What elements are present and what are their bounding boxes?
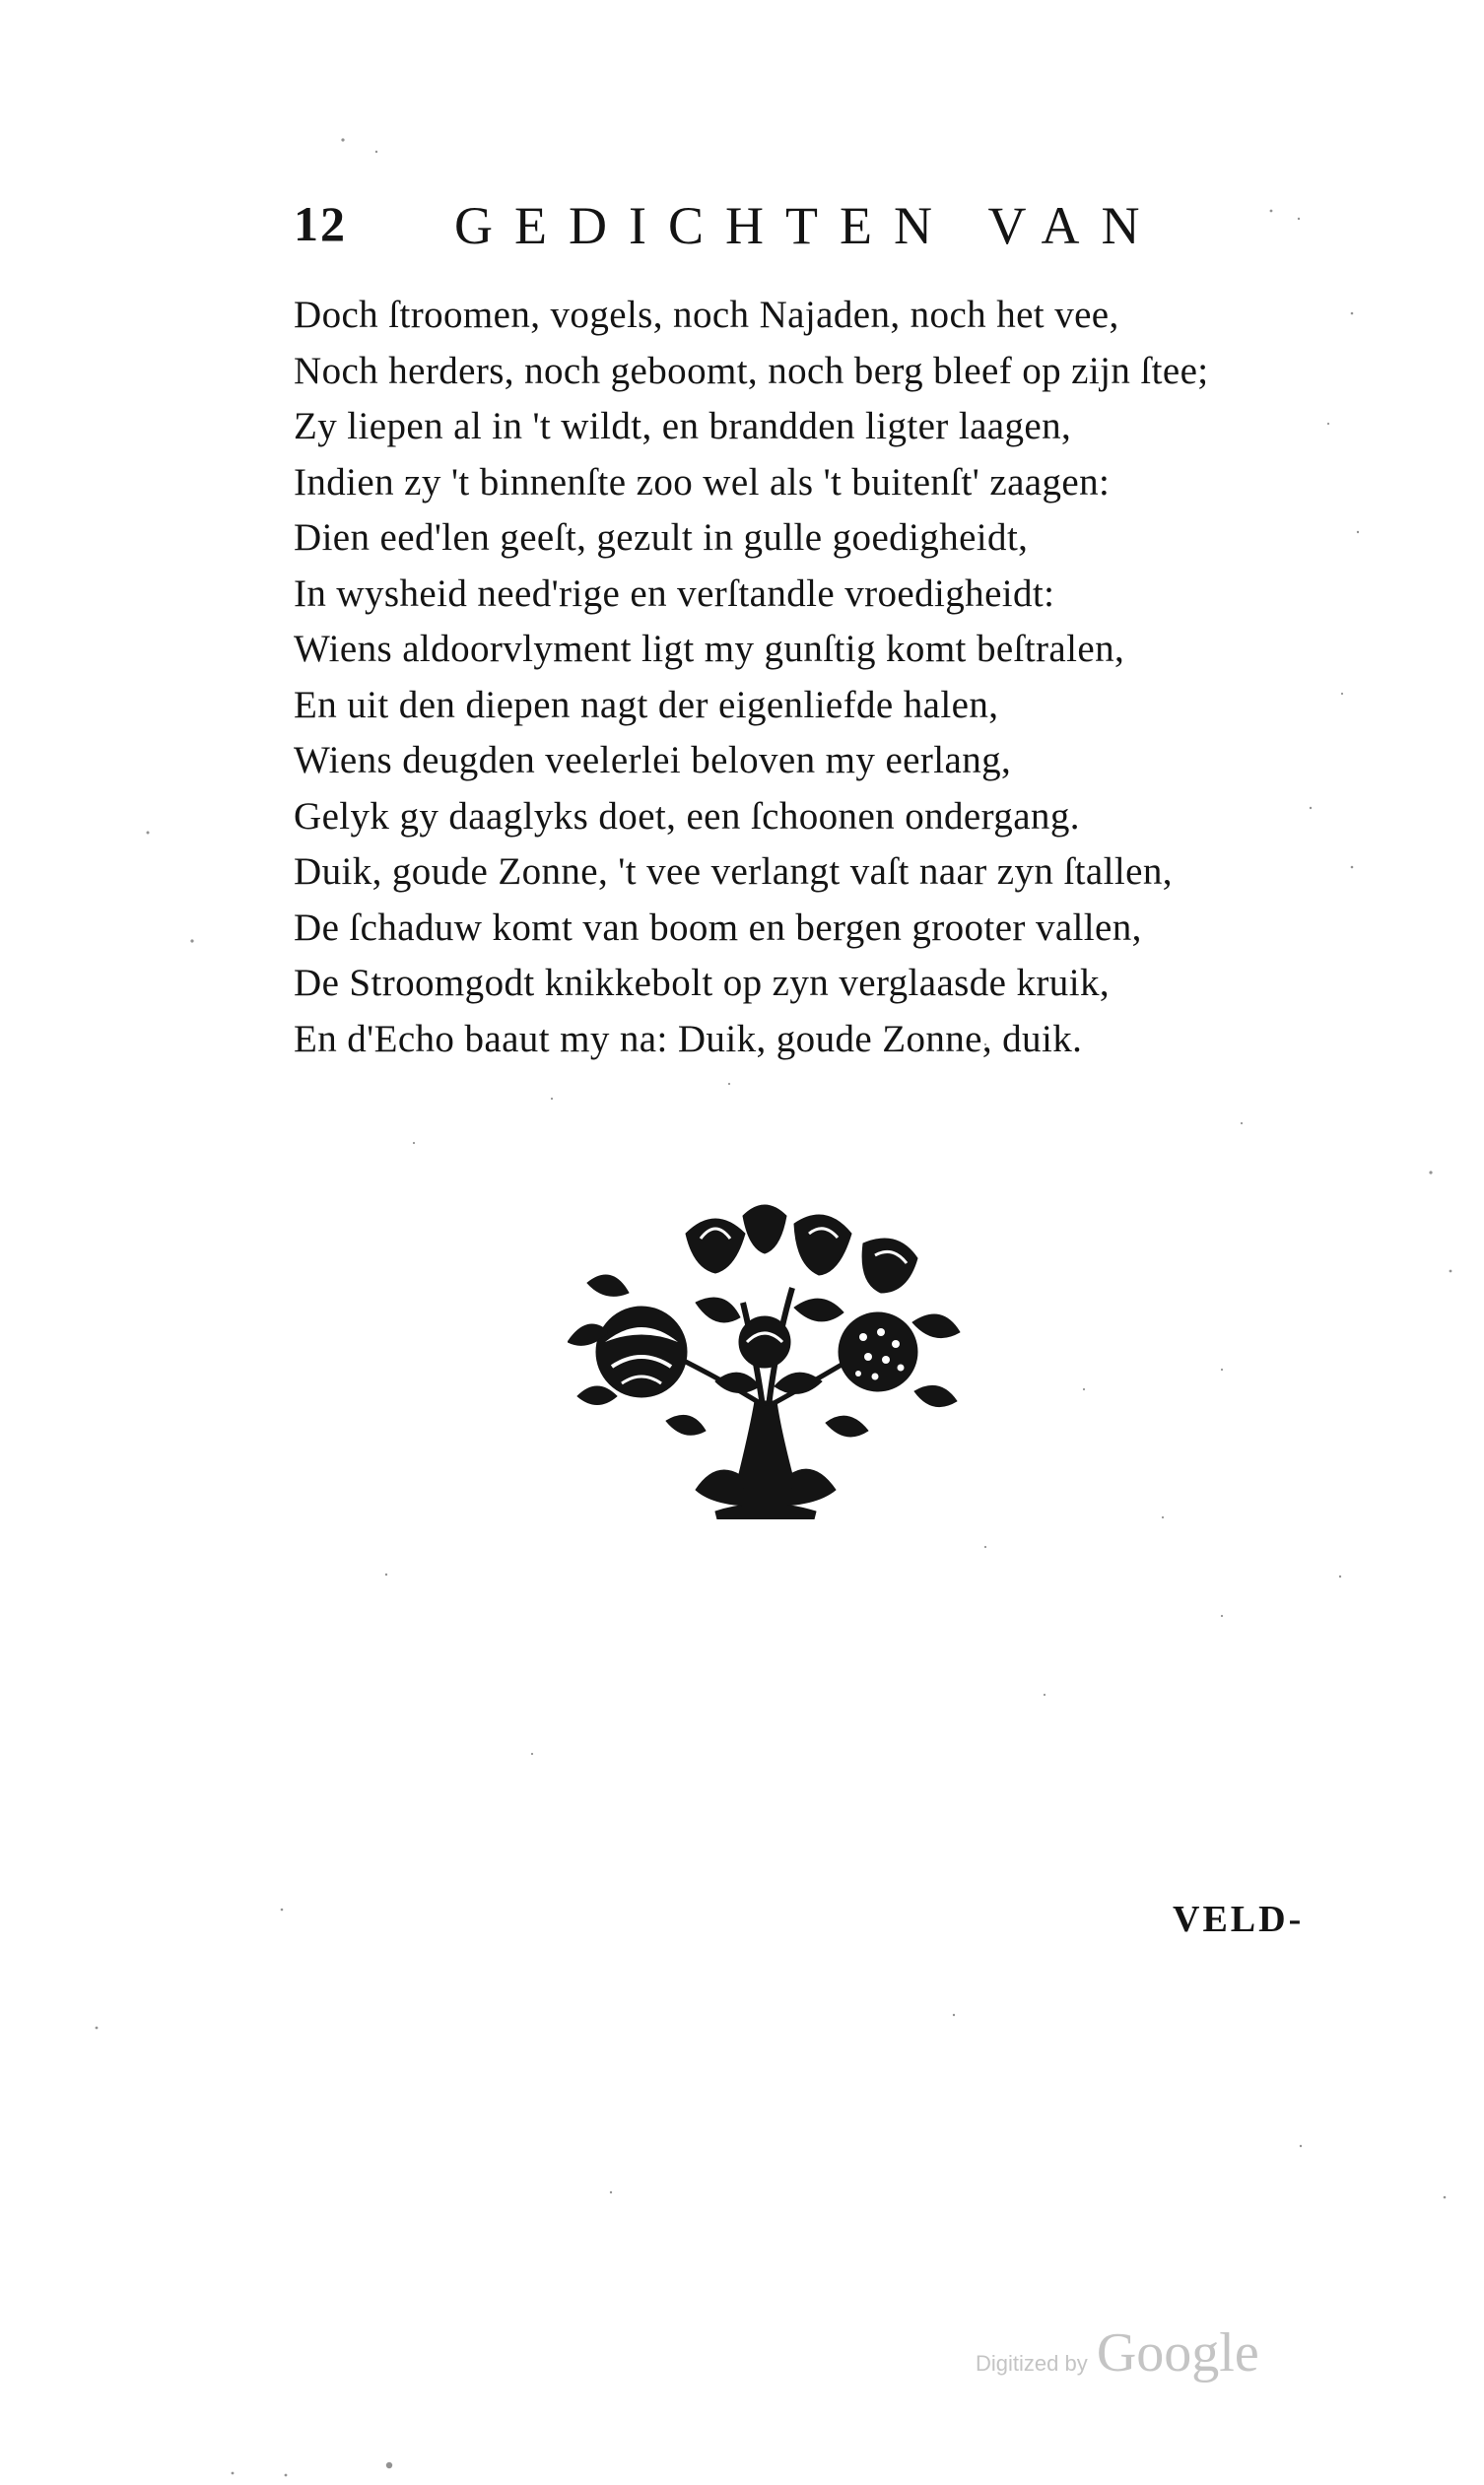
poem-line: Dien eed'len geeſt, gezult in gulle goedigheidt, (294, 516, 1029, 559)
running-head (294, 195, 1318, 264)
poem-stanza (294, 288, 1378, 1067)
poem-line: En uit den diepen nagt der eigenliefde halen, (294, 683, 999, 726)
running-title: GEDICHTEN VAN (454, 196, 1162, 255)
digitization-watermark (976, 2321, 1259, 2400)
poem-line: De Stroomgodt knikkebolt op zyn verglaasde kruik, (294, 962, 1110, 1004)
poem-line: En d'Echo baaut my na: Duik, goude Zonne, duik. (294, 1017, 1083, 1060)
floral-vignette-icon (568, 1194, 962, 1519)
poem-line: Duik, goude Zonne, 't vee verlangt vaſt naar zyn ſtallen, (294, 850, 1173, 893)
poem-line: Doch ſtroomen, vogels, noch Najaden, noch het vee, (294, 294, 1119, 336)
page-number: 12 (294, 196, 347, 251)
poem-line: Wiens deugden veelerlei beloven my eerlang, (294, 739, 1012, 781)
poem-line: Noch herders, noch geboomt, noch berg bleef op zijn ſtee; (294, 349, 1209, 392)
watermark-prefix: Digitized by (976, 2351, 1088, 2376)
poem-line: Indien zy 't binnenſte zoo wel als 't buitenſt' zaagen: (294, 460, 1111, 504)
watermark-brand: Google (1096, 2322, 1259, 2384)
poem-line: In wysheid need'rige en verſtandle vroedigheidt: (294, 571, 1055, 615)
poem-line: Gelyk gy daaglyks doet, een ſchoonen ondergang. (294, 794, 1080, 838)
catchword: VELD- (1173, 1899, 1305, 1940)
poem-line: De ſchaduw komt van boom en bergen grooter vallen, (294, 906, 1142, 949)
poem-line: Zy liepen al in 't wildt, en brandden ligter laagen, (294, 405, 1072, 447)
poem-line: Wiens aldoorvlyment ligt my gunſtig komt beſtralen, (294, 628, 1125, 670)
